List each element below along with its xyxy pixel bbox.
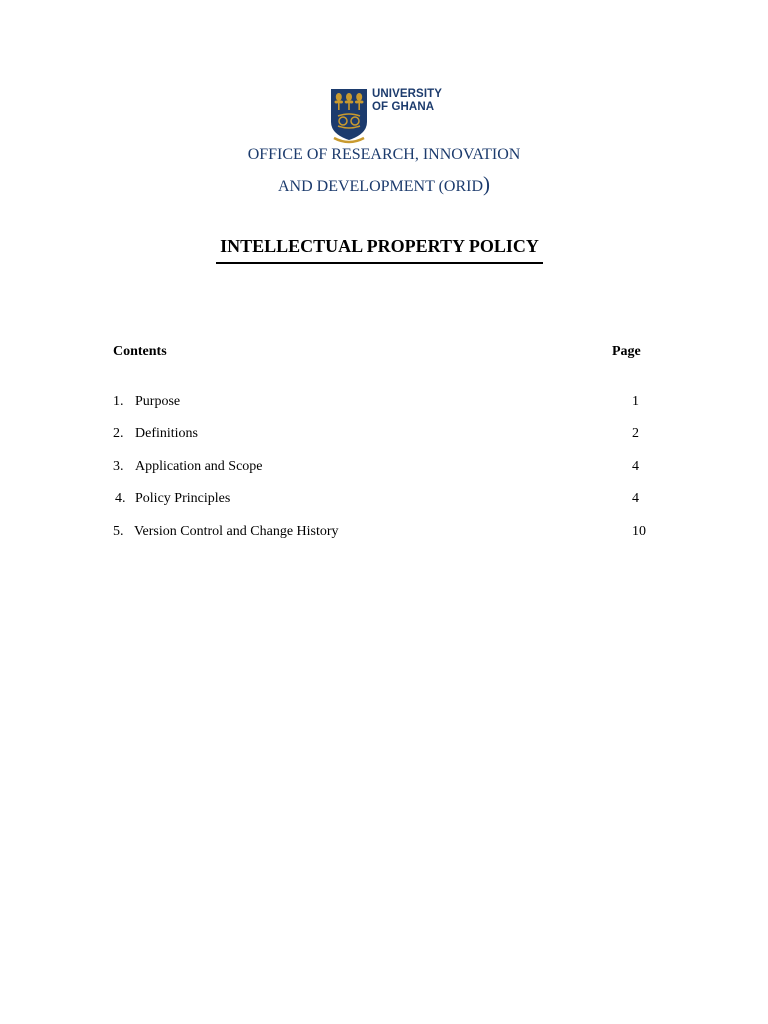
toc-label: Application and Scope (135, 459, 263, 474)
toc-page: 10 (632, 524, 646, 539)
office-heading-line2-text: AND DEVELOPMENT (ORID (277, 178, 484, 195)
university-logo (330, 88, 445, 144)
university-name-line1: UNIVERSITY (372, 88, 443, 100)
toc-label: Policy Principles (135, 491, 231, 506)
contents-header: Contents (113, 344, 167, 359)
toc-number: 2. (113, 426, 124, 441)
toc-page: 4 (632, 491, 639, 506)
office-heading-close-paren: ) (483, 172, 491, 196)
university-name (372, 88, 442, 113)
university-name-line2: OF GHANA (372, 100, 435, 113)
toc-row (0, 426, 768, 446)
page-header: Page (612, 344, 641, 359)
toc-row (0, 394, 768, 414)
toc-row (0, 524, 768, 544)
toc-label: Purpose (135, 394, 181, 409)
university-crest-icon (330, 88, 368, 144)
toc-page: 1 (632, 394, 639, 409)
toc-row (0, 491, 768, 511)
toc-number: 4. (115, 491, 126, 506)
toc-row (0, 459, 768, 479)
toc-page: 4 (632, 459, 639, 474)
document-title: INTELLECTUAL PROPERTY POLICY (216, 236, 543, 264)
toc-label: Version Control and Change History (134, 524, 339, 539)
toc-number: 1. (113, 394, 124, 409)
toc-number: 3. (113, 459, 124, 474)
office-heading-line2 (0, 172, 768, 197)
office-heading-line1: OFFICE OF RESEARCH, INNOVATION (247, 146, 521, 163)
toc-page: 2 (632, 426, 639, 441)
toc-label: Definitions (135, 426, 198, 441)
toc-number: 5. (113, 524, 124, 539)
